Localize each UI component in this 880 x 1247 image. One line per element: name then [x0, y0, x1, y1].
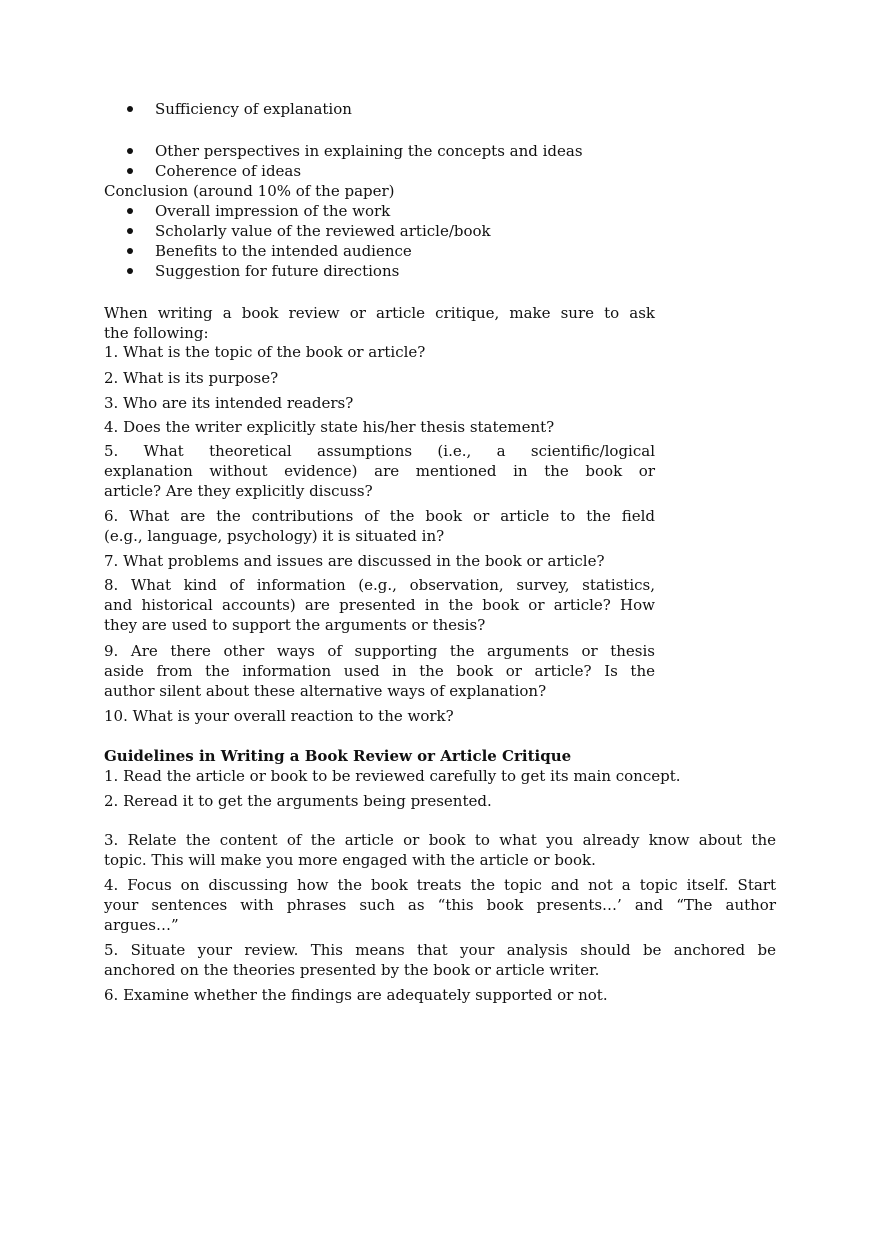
question-item: 8. What kind of information (e.g., observation, survey, statistics,	[104, 576, 655, 594]
bullet-icon	[127, 208, 133, 214]
question-item: article? Are they explicitly discuss?	[104, 482, 373, 500]
bullet-icon	[127, 248, 133, 254]
list-item: Scholarly value of the reviewed article/book	[155, 222, 491, 240]
questions-intro: the following:	[104, 324, 209, 342]
list-item: Benefits to the intended audience	[155, 242, 412, 260]
guidelines-heading: Guidelines in Writing a Book Review or Article Critique	[104, 747, 572, 765]
list-item: Overall impression of the work	[155, 202, 391, 220]
guideline-item: anchored on the theories presented by the book or article writer.	[104, 961, 600, 979]
question-item: (e.g., language, psychology) it is situated in?	[104, 527, 445, 545]
bullet-icon	[127, 268, 133, 274]
question-item: aside from the information used in the book or article? Is the	[104, 662, 655, 680]
question-item: 9. Are there other ways of supporting the arguments or thesis	[104, 642, 655, 660]
question-item: author silent about these alternative ways of explanation?	[104, 682, 547, 700]
bullet-icon	[127, 168, 133, 174]
guideline-item: 2. Reread it to get the arguments being presented.	[104, 792, 492, 810]
question-item: 4. Does the writer explicitly state his/her thesis statement?	[104, 418, 555, 436]
list-item: Suggestion for future directions	[155, 262, 400, 280]
list-item: Sufficiency of explanation	[155, 100, 352, 118]
question-item: 5. What theoretical assumptions (i.e., a scientific/logical	[104, 442, 655, 460]
guideline-item: your sentences with phrases such as “this book presents…’ and “The author	[104, 896, 776, 914]
question-item: 2. What is its purpose?	[104, 369, 279, 387]
question-item: 3. Who are its intended readers?	[104, 394, 354, 412]
guideline-item: 3. Relate the content of the article or book to what you already know about the	[104, 831, 776, 849]
guideline-item: 1. Read the article or book to be reviewed carefully to get its main concept.	[104, 767, 681, 785]
question-item: 1. What is the topic of the book or article?	[104, 343, 426, 361]
question-item: 7. What problems and issues are discussed in the book or article?	[104, 552, 605, 570]
list-item: Other perspectives in explaining the concepts and ideas	[155, 142, 583, 160]
question-item: they are used to support the arguments or thesis?	[104, 616, 486, 634]
guideline-item: argues…”	[104, 916, 179, 934]
question-item: and historical accounts) are presented in the book or article? How	[104, 596, 655, 614]
guideline-item: 5. Situate your review. This means that your analysis should be anchored be	[104, 941, 776, 959]
question-item: 10. What is your overall reaction to the work?	[104, 707, 454, 725]
bullet-icon	[127, 106, 133, 112]
guideline-item: 6. Examine whether the findings are adequately supported or not.	[104, 986, 608, 1004]
bullet-icon	[127, 228, 133, 234]
bullet-icon	[127, 148, 133, 154]
questions-intro: When writing a book review or article critique, make sure to ask	[104, 304, 655, 322]
question-item: explanation without evidence) are mentioned in the book or	[104, 462, 655, 480]
question-item: 6. What are the contributions of the book or article to the field	[104, 507, 655, 525]
conclusion-heading: Conclusion (around 10% of the paper)	[104, 182, 395, 200]
list-item: Coherence of ideas	[155, 162, 302, 180]
guideline-item: 4. Focus on discussing how the book treats the topic and not a topic itself. Start	[104, 876, 776, 894]
guideline-item: topic. This will make you more engaged with the article or book.	[104, 851, 596, 869]
